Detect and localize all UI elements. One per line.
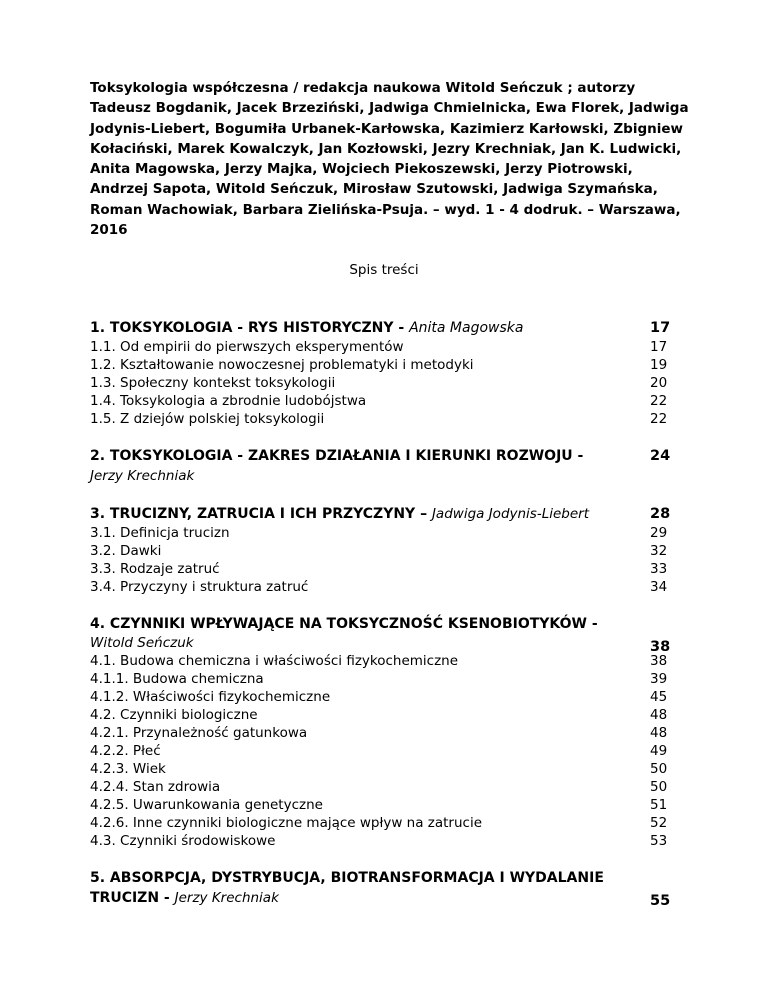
- item-label: 4.3. Czynniki środowiskowe: [90, 833, 276, 849]
- item-label: 4.1.2. Właściwości fizykochemiczne: [90, 689, 331, 705]
- item-label: 1.4. Toksykologia a zbrodnie ludobójstwa: [90, 393, 367, 409]
- page-number: 17: [650, 320, 671, 336]
- chapter-title: 4. CZYNNIKI WPŁYWAJĄCE NA TOKSYCZNOŚĆ KSENOBIOTYKÓW -: [90, 616, 598, 632]
- toc-item[interactable]: [90, 356, 690, 374]
- item-label: 4.2.5. Uwarunkowania genetyczne: [90, 797, 323, 813]
- chapter-author: Jerzy Krechniak: [174, 890, 279, 906]
- page-number: 22: [650, 393, 668, 409]
- toc-section-2: [90, 446, 690, 486]
- page-number: 17: [650, 339, 668, 355]
- item-label: 3.2. Dawki: [90, 543, 162, 559]
- page-number: 49: [650, 743, 668, 759]
- page-number: 38: [650, 653, 668, 669]
- page-number: 22: [650, 411, 668, 427]
- toc-item[interactable]: [90, 338, 690, 356]
- page-number: 28: [650, 506, 671, 522]
- toc-item[interactable]: [90, 832, 690, 850]
- item-label: 4.2.1. Przynależność gatunkowa: [90, 725, 308, 741]
- toc-item[interactable]: [90, 724, 690, 742]
- toc-section-1: [90, 318, 690, 428]
- page-number: 50: [650, 779, 668, 795]
- toc-item[interactable]: [90, 760, 690, 778]
- toc-section-3: [90, 504, 690, 596]
- page-number: 48: [650, 707, 668, 723]
- toc-item[interactable]: [90, 524, 690, 542]
- toc-item[interactable]: [90, 374, 690, 392]
- toc-item[interactable]: [90, 652, 690, 670]
- citation-header: Toksykologia współczesna / redakcja naukowa Witold Seńczuk ; autorzy Tadeusz Bogdanik, Jacek Brzeziński, Jadwiga Chmielnicka, Ewa Florek, Jadwiga Jodynis-Liebert, Bogumiła Urbanek-Karłowska, Kazimierz Karłowski, Zbigniew Kołaciński, Marek Kowalczyk, Jan Kozłowski, Jezry Krechniak, Jan K. Ludwicki, Anita Magowska, Jerzy Majka, Wojciech Piekoszewski, Jerzy Piotrowski, Andrzej Sapota, Witold Seńczuk, Mirosław Szutowski, Jadwiga Szymańska, Roman Wachowiak, Barbara Zielińska-Psuja. – wyd. 1 - 4 dodruk. – Warszawa, 2016: [90, 80, 689, 239]
- chapter-title-cont: TRUCIZN -: [90, 890, 175, 906]
- item-label: 4.2.3. Wiek: [90, 761, 166, 777]
- chapter-title: 2. TOKSYKOLOGIA - ZAKRES DZIAŁANIA I KIERUNKI ROZWOJU -: [90, 448, 584, 464]
- table-of-contents: [90, 318, 690, 926]
- toc-chapter-1[interactable]: [90, 318, 690, 338]
- chapter-author: Witold Seńczuk: [90, 635, 194, 651]
- item-label: 4.1. Budowa chemiczna i właściwości fizykochemiczne: [90, 653, 459, 669]
- page-number: 52: [650, 815, 668, 831]
- page-number: 51: [650, 797, 668, 813]
- item-label: 4.2.6. Inne czynniki biologiczne mające wpływ na zatrucie: [90, 815, 483, 831]
- page-number: 38: [650, 639, 671, 655]
- page-number: 29: [650, 525, 668, 541]
- page-number: 20: [650, 375, 668, 391]
- toc-section-5: [90, 868, 690, 908]
- toc-item[interactable]: [90, 670, 690, 688]
- chapter-title: 1. TOKSYKOLOGIA - RYS HISTORYCZNY -: [90, 320, 410, 336]
- item-label: 1.2. Kształtowanie nowoczesnej problematyki i metodyki: [90, 357, 474, 373]
- toc-item[interactable]: [90, 392, 690, 410]
- chapter-title: 5. ABSORPCJA, DYSTRYBUCJA, BIOTRANSFORMACJA I WYDALANIE: [90, 870, 604, 886]
- toc-item[interactable]: [90, 796, 690, 814]
- page-number: 55: [650, 893, 671, 909]
- page-number: 32: [650, 543, 668, 559]
- chapter-author: Jerzy Krechniak: [90, 468, 195, 484]
- item-label: 3.1. Definicja trucizn: [90, 525, 230, 541]
- item-label: 4.2. Czynniki biologiczne: [90, 707, 258, 723]
- item-label: 1.3. Społeczny kontekst toksykologii: [90, 375, 336, 391]
- page-number: 50: [650, 761, 668, 777]
- toc-chapter-2[interactable]: [90, 446, 690, 486]
- page-number: 24: [650, 448, 671, 464]
- toc-chapter-4[interactable]: [90, 634, 690, 655]
- chapter-author: Anita Magowska: [409, 320, 524, 336]
- toc-item[interactable]: [90, 542, 690, 560]
- item-label: 1.5. Z dziejów polskiej toksykologii: [90, 411, 325, 427]
- toc-chapter-3[interactable]: [90, 504, 690, 524]
- item-label: 3.3. Rodzaje zatruć: [90, 561, 220, 577]
- toc-section-4: [90, 614, 690, 850]
- chapter-title: 3. TRUCIZNY, ZATRUCIA I ICH PRZYCZYNY –: [90, 506, 432, 522]
- item-label: 3.4. Przyczyny i struktura zatruć: [90, 579, 309, 595]
- toc-item[interactable]: [90, 706, 690, 724]
- page-number: 39: [650, 671, 668, 687]
- chapter-author: Jadwiga Jodynis-Liebert: [431, 506, 590, 522]
- page-number: 34: [650, 579, 668, 595]
- toc-item[interactable]: [90, 742, 690, 760]
- toc-item[interactable]: [90, 560, 690, 578]
- page-number: 53: [650, 833, 668, 849]
- item-label: 4.1.1. Budowa chemiczna: [90, 671, 264, 687]
- page-number: 19: [650, 357, 668, 373]
- page-number: 33: [650, 561, 668, 577]
- page-title: Spis treści: [349, 262, 419, 278]
- item-label: 4.2.2. Płeć: [90, 743, 161, 759]
- toc-chapter-5[interactable]: [90, 888, 690, 908]
- item-label: 4.2.4. Stan zdrowia: [90, 779, 221, 795]
- page-number: 45: [650, 689, 668, 705]
- toc-item[interactable]: [90, 688, 690, 706]
- item-label: 1.1. Od empirii do pierwszych eksperymentów: [90, 339, 404, 355]
- toc-item[interactable]: [90, 410, 690, 428]
- toc-item[interactable]: [90, 778, 690, 796]
- page-number: 48: [650, 725, 668, 741]
- toc-item[interactable]: [90, 814, 690, 832]
- toc-item[interactable]: [90, 578, 690, 596]
